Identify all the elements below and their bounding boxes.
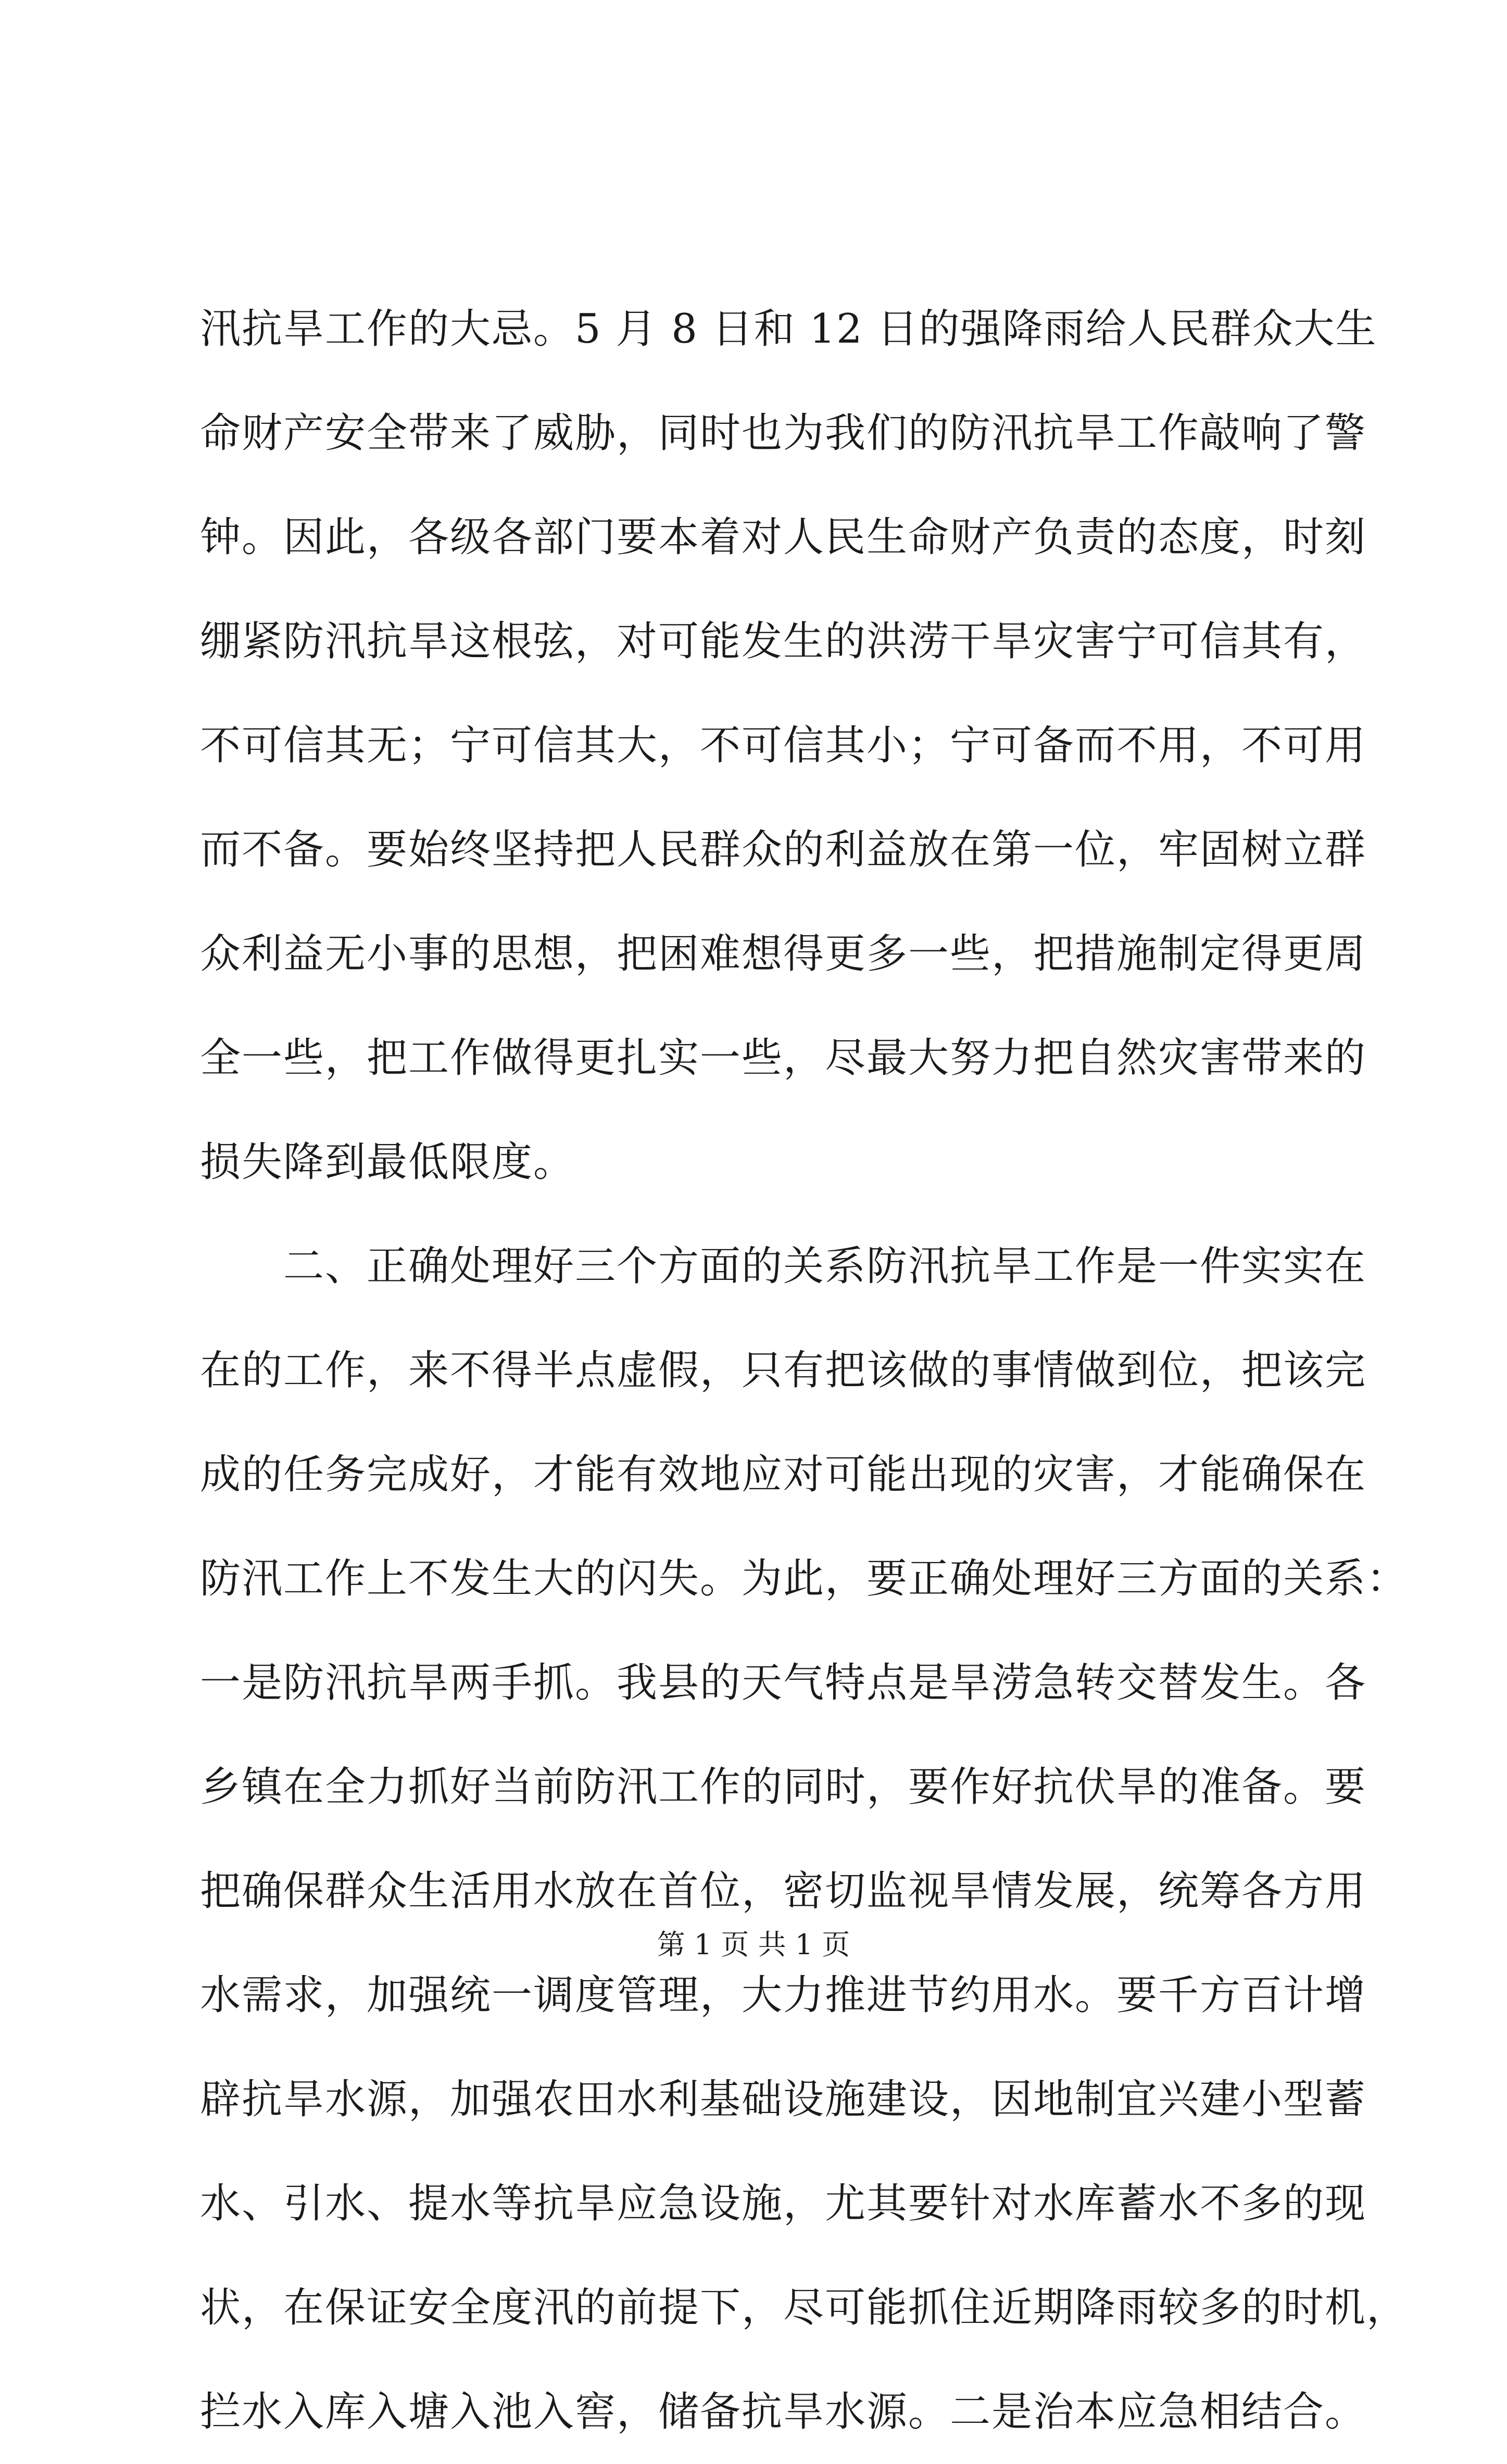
text-line: 成的任务完成好，才能有效地应对可能出现的灾害，才能确保在	[200, 1451, 1367, 1498]
body-text	[200, 277, 1409, 2464]
text-line: 乡镇在全力抓好当前防汛工作的同时，要作好抗伏旱的准备。要	[200, 1764, 1367, 1811]
text-line: 钟。因此，各级各部门要本着对人民生命财产负责的态度，时刻	[200, 514, 1367, 561]
text-line: 防汛工作上不发生大的闪失。为此，要正确处理好三方面的关系：	[200, 1555, 1409, 1602]
text-line: 全一些，把工作做得更扎实一些，尽最大努力把自然灾害带来的	[200, 1035, 1367, 1082]
text-line: 辟抗旱水源，加强农田水利基础设施建设，因地制宜兴建小型蓄	[200, 2076, 1367, 2123]
text-line: 不可信其无；宁可信其大，不可信其小；宁可备而不用，不可用	[200, 722, 1367, 769]
text-line: 水、引水、提水等抗旱应急设施，尤其要针对水库蓄水不多的现	[200, 2180, 1367, 2227]
text-line: 而不备。要始终坚持把人民群众的利益放在第一位，牢固树立群	[200, 826, 1367, 873]
text-line: 水需求，加强统一调度管理，大力推进节约用水。要千方百计增	[200, 1972, 1367, 2019]
text-line: 命财产安全带来了威胁，同时也为我们的防汛抗旱工作敲响了警	[200, 410, 1367, 457]
text-line: 在的工作，来不得半点虚假，只有把该做的事情做到位，把该完	[200, 1347, 1367, 1394]
text-line: 把确保群众生活用水放在首位，密切监视旱情发展，统筹各方用	[200, 1868, 1367, 1915]
text-line: 状，在保证安全度汛的前提下，尽可能抓住近期降雨较多的时机，	[200, 2284, 1409, 2331]
text-line: 二、正确处理好三个方面的关系防汛抗旱工作是一件实实在	[200, 1243, 1367, 1290]
text-line: 众利益无小事的思想，把困难想得更多一些，把措施制定得更周	[200, 931, 1367, 977]
text-line: 一是防汛抗旱两手抓。我县的天气特点是旱涝急转交替发生。各	[200, 1660, 1367, 1706]
text-line: 拦水入库入塘入池入窖，储备抗旱水源。二是治本应急相结合。	[200, 2388, 1367, 2435]
text-line: 汛抗旱工作的大忌。5 月 8 日和 12 日的强降雨给人民群众大生	[200, 306, 1377, 353]
text-line: 绷紧防汛抗旱这根弦，对可能发生的洪涝干旱灾害宁可信其有，	[200, 618, 1367, 665]
paragraph-end-line: 损失降到最低限度。	[200, 1139, 575, 1186]
page-footer: 第 1 页 共 1 页	[657, 1928, 850, 1961]
